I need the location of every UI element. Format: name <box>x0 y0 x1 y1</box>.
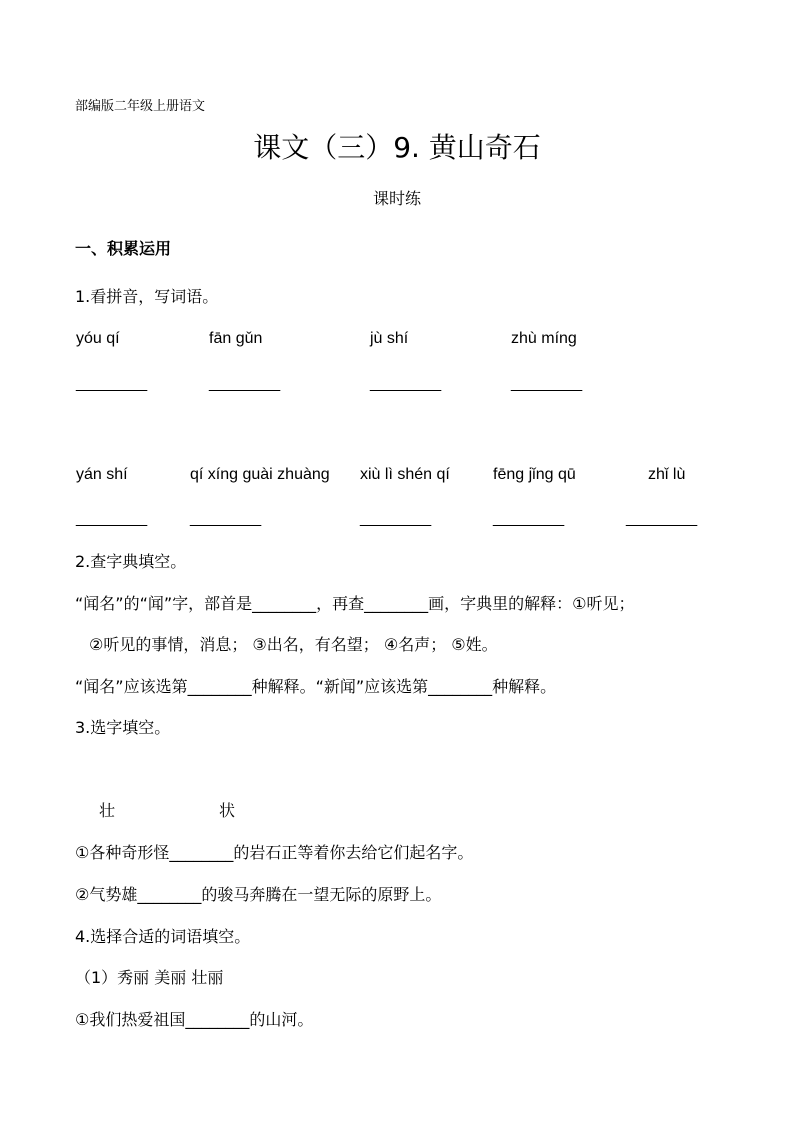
answer-blank-9[interactable]: ________ <box>626 510 698 527</box>
q2-prompt: 2.查字典填空。 <box>75 552 187 571</box>
answer-blank-2[interactable]: ________ <box>209 375 281 392</box>
q4-sub-1: （1）秀丽 美丽 壮丽 <box>75 968 224 987</box>
pinyin-6: qí xíng guài zhuàng <box>190 466 330 483</box>
q3-choice-2: 状 <box>219 801 236 820</box>
header-note: 部编版二年级上册语文 <box>75 99 206 114</box>
q2-line-2: ②听见的事情，消息； ③出名，有名望； ④名声； ⑤姓。 <box>89 635 498 654</box>
q2-line-1: “闻名”的“闻”字，部首是________，再查________画，字典里的解释：①听见； <box>75 594 635 613</box>
answer-blank-6[interactable]: ________ <box>190 510 262 527</box>
q4-item-1: ①我们热爱祖国________的山河。 <box>75 1010 314 1029</box>
pinyin-7: xiù lì shén qí <box>360 466 450 483</box>
q4-prompt: 4.选择合适的词语填空。 <box>75 927 251 946</box>
q3-prompt: 3.选字填空。 <box>75 718 171 737</box>
section-heading: 一、积累运用 <box>75 239 172 258</box>
pinyin-2: fān gǔn <box>209 330 263 347</box>
q3-choice-1: 壮 <box>99 801 116 820</box>
pinyin-3: jù shí <box>370 330 409 347</box>
pinyin-8: fēng jǐng qū <box>493 466 576 483</box>
answer-blank-8[interactable]: ________ <box>493 510 565 527</box>
q3-item-1: ①各种奇形怪________的岩石正等着你去给它们起名字。 <box>75 843 474 862</box>
q3-item-2: ②气势雄________的骏马奔腾在一望无际的原野上。 <box>75 885 442 904</box>
pinyin-1: yóu qí <box>76 330 120 347</box>
answer-blank-5[interactable]: ________ <box>76 510 148 527</box>
answer-blank-3[interactable]: ________ <box>370 375 442 392</box>
q1-prompt: 1.看拼音，写词语。 <box>75 287 219 306</box>
pinyin-9: zhǐ lù <box>648 466 686 483</box>
page-subtitle: 课时练 <box>372 189 421 208</box>
page-title: 课文（三）9. 黄山奇石 <box>253 131 541 164</box>
pinyin-5: yán shí <box>76 466 128 483</box>
answer-blank-4[interactable]: ________ <box>511 375 583 392</box>
q2-line-3: “闻名”应该选第________种解释。“新闻”应该选第________种解释。 <box>75 677 557 696</box>
answer-blank-7[interactable]: ________ <box>360 510 432 527</box>
answer-blank-1[interactable]: ________ <box>76 375 148 392</box>
pinyin-4: zhù míng <box>511 330 577 347</box>
